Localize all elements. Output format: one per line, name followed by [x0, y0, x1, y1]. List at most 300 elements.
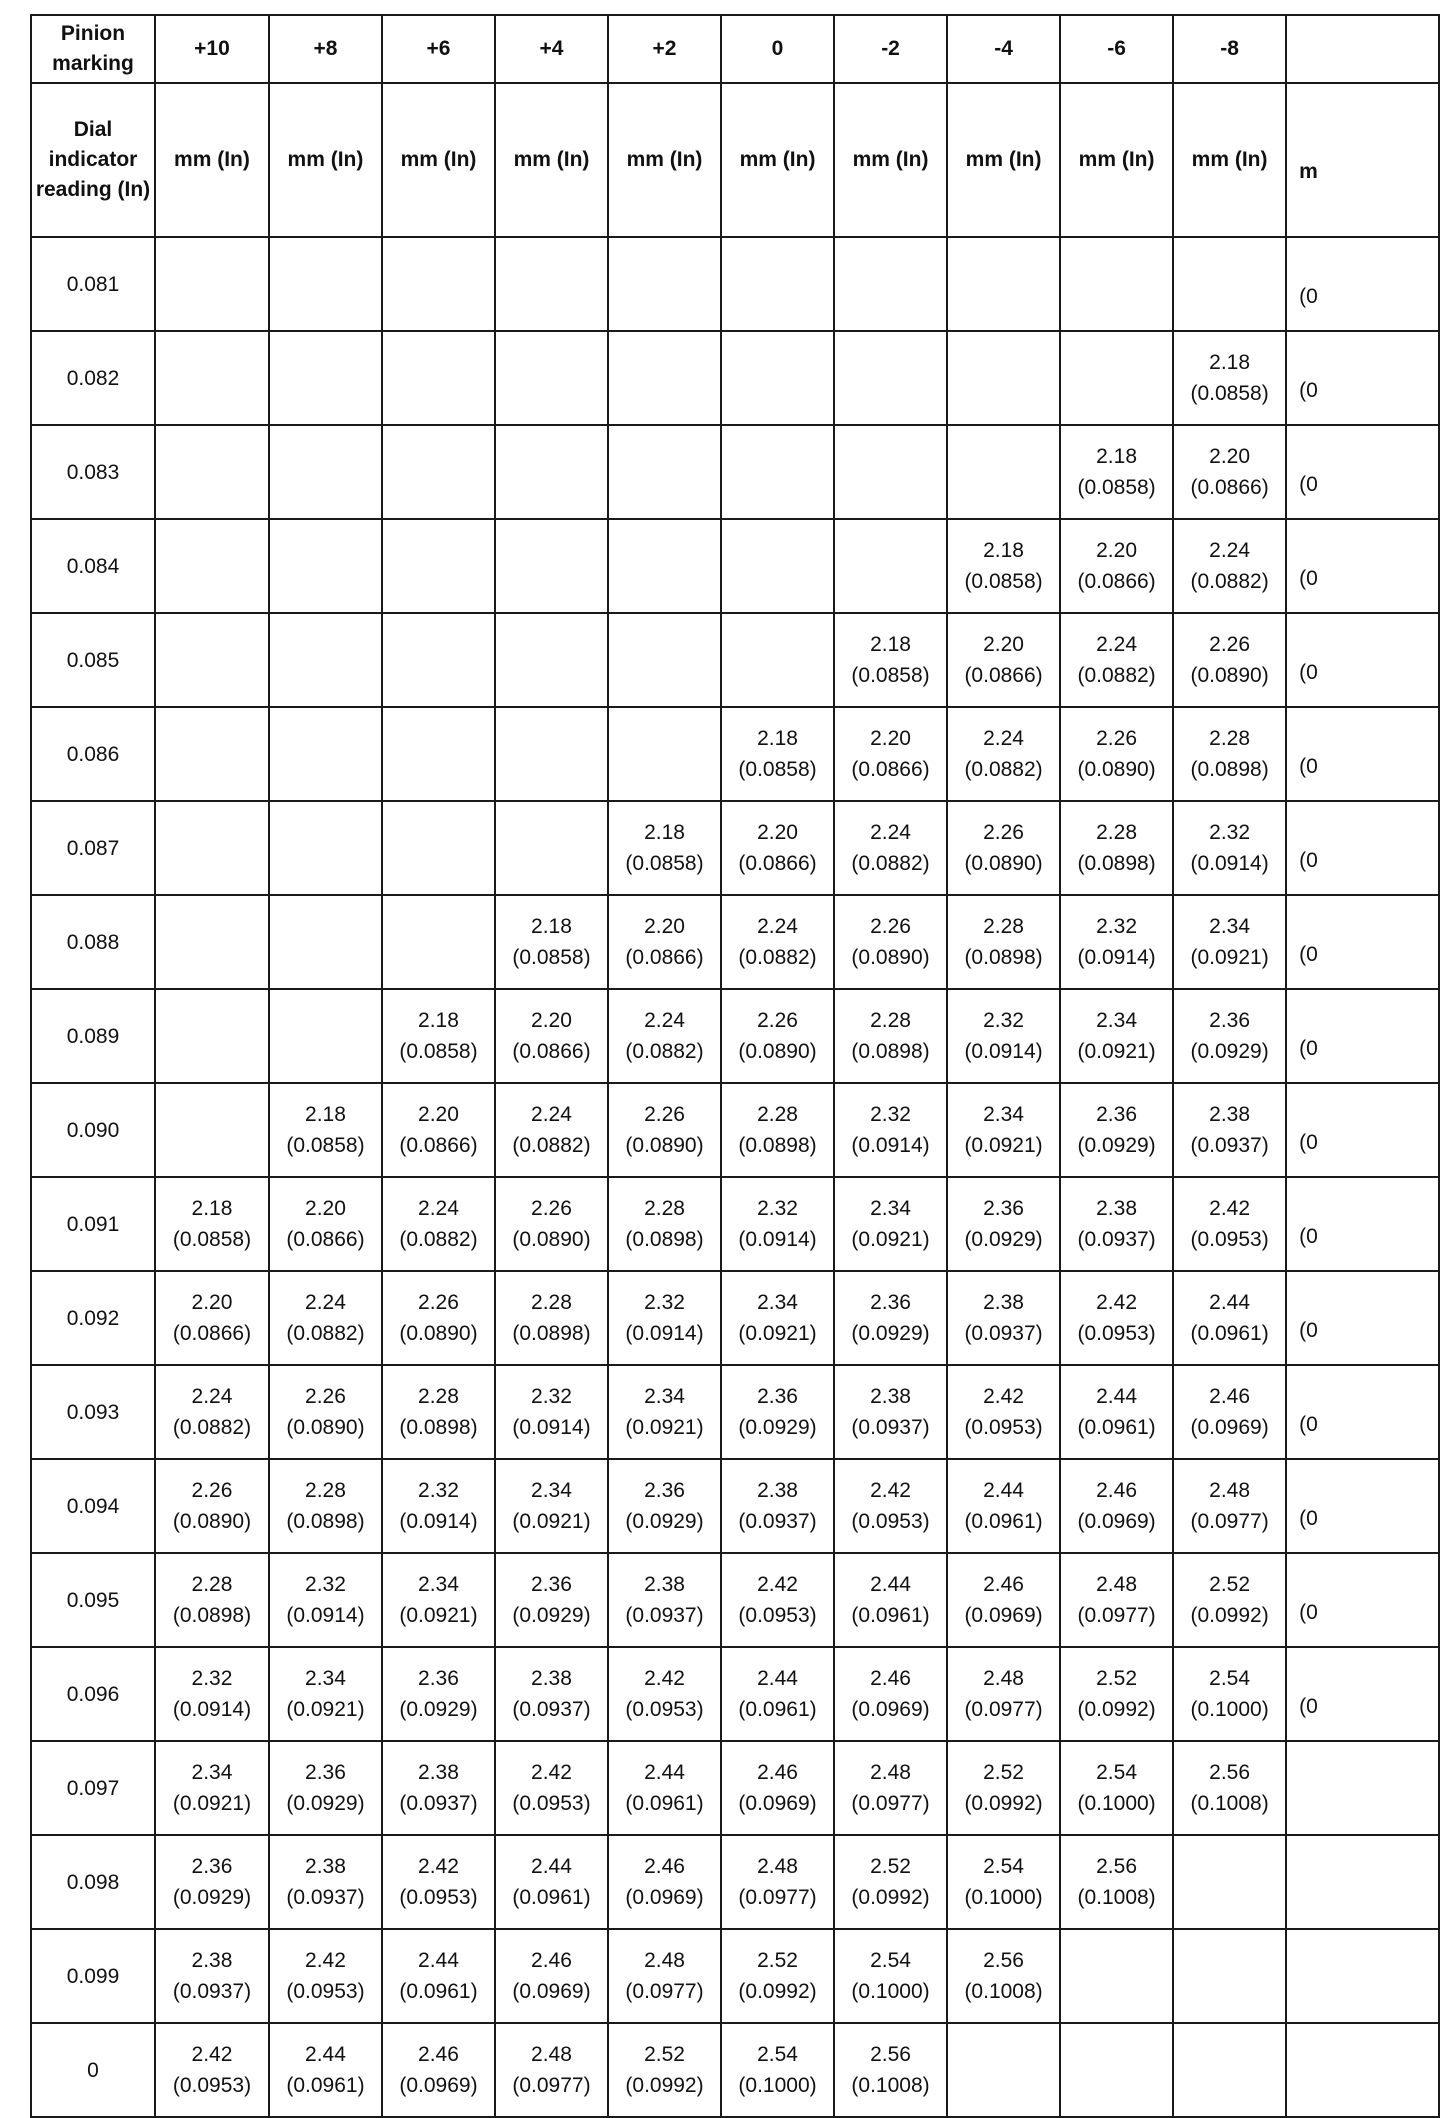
shim-value-cell	[269, 2023, 382, 2117]
shim-in-value: (0.0898)	[512, 1322, 591, 1345]
shim-in-value: (0.0929)	[964, 1228, 1043, 1251]
shim-in-value: (0.0929)	[399, 1698, 478, 1721]
shim-in-value: (0.0961)	[399, 1980, 478, 2003]
shim-in-value: (0.0961)	[1077, 1416, 1156, 1439]
unit-header: mm (In)	[834, 83, 947, 237]
shim-in-value: (0.0898)	[964, 946, 1043, 969]
shim-value-cell	[834, 1365, 947, 1459]
shim-value-cell	[721, 237, 834, 331]
dial-reading-cell: 0.094	[31, 1459, 155, 1553]
partial-cell: (0	[1286, 895, 1439, 989]
shim-value-cell	[155, 895, 269, 989]
shim-mm-value: 2.24	[983, 727, 1024, 750]
shim-mm-value: 2.34	[1209, 915, 1251, 938]
shim-in-value: (0.0898)	[399, 1416, 478, 1439]
shim-mm-value: 2.36	[191, 1855, 233, 1878]
table-row	[31, 1271, 1439, 1365]
shim-value-cell	[269, 1459, 382, 1553]
shim-mm-value: 2.28	[870, 1009, 911, 1032]
shim-in-value: (0.0890)	[738, 1040, 817, 1063]
shim-value-cell	[382, 1365, 495, 1459]
shim-value-cell	[947, 1929, 1060, 2023]
shim-value-cell	[495, 1553, 608, 1647]
table-row	[31, 1835, 1439, 1929]
shim-value-cell	[721, 1083, 834, 1177]
shim-mm-value: 2.56	[1096, 1855, 1137, 1878]
shim-in-value: (0.1008)	[1190, 1792, 1269, 1815]
shim-value-cell	[155, 2023, 269, 2117]
shim-value-cell	[608, 1083, 721, 1177]
shim-value-cell	[834, 1271, 947, 1365]
shim-in-value: (0.0961)	[964, 1510, 1043, 1533]
shim-in-value: (0.0953)	[286, 1980, 365, 2003]
shim-value-cell	[1173, 1647, 1286, 1741]
shim-in-value: (0.1008)	[1077, 1886, 1156, 1909]
shim-mm-value: 2.20	[531, 1009, 572, 1032]
shim-value-cell	[155, 425, 269, 519]
shim-in-value: (0.0937)	[964, 1322, 1043, 1345]
shim-value-cell	[608, 1271, 721, 1365]
shim-in-value: (0.0969)	[1190, 1416, 1269, 1439]
shim-value-cell	[721, 801, 834, 895]
shim-in-value: (0.0929)	[1190, 1040, 1269, 1063]
shim-value-cell	[1060, 989, 1173, 1083]
shim-value-cell	[1173, 1929, 1286, 2023]
shim-in-value: (0.0937)	[1190, 1134, 1269, 1157]
corner-label: Pinion marking	[31, 15, 155, 83]
shim-in-value: (0.0866)	[964, 664, 1043, 687]
shim-mm-value: 2.56	[1209, 1761, 1251, 1784]
row-header-label: Dial indicator reading (In)	[31, 83, 155, 237]
shim-mm-value: 2.44	[1209, 1291, 1251, 1314]
shim-mm-value: 2.20	[1096, 539, 1137, 562]
shim-mm-value: 2.32	[983, 1009, 1024, 1032]
shim-value-cell	[1173, 519, 1286, 613]
shim-in-value: (0.0866)	[738, 852, 817, 875]
shim-mm-value: 2.42	[531, 1761, 572, 1784]
shim-in-value: (0.0866)	[1190, 476, 1269, 499]
shim-value-cell	[1060, 1741, 1173, 1835]
dial-reading-cell: 0.093	[31, 1365, 155, 1459]
shim-value-cell	[721, 519, 834, 613]
shim-value-cell	[834, 1083, 947, 1177]
shim-mm-value: 2.32	[1096, 915, 1137, 938]
shim-mm-value: 2.26	[1096, 727, 1137, 750]
shim-mm-value: 2.52	[870, 1855, 911, 1878]
dial-reading-cell: 0.095	[31, 1553, 155, 1647]
shim-value-cell	[721, 1459, 834, 1553]
shim-value-cell	[834, 425, 947, 519]
table-row	[31, 1083, 1439, 1177]
shim-mm-value: 2.46	[983, 1573, 1024, 1596]
shim-mm-value: 2.52	[644, 2043, 685, 2066]
shim-value-cell	[947, 331, 1060, 425]
shim-value-cell	[382, 1177, 495, 1271]
shim-mm-value: 2.26	[418, 1291, 459, 1314]
shim-value-cell	[834, 2023, 947, 2117]
shim-in-value: (0.0890)	[286, 1416, 365, 1439]
shim-mm-value: 2.24	[1209, 539, 1251, 562]
shim-value-cell	[495, 895, 608, 989]
dial-reading-cell: 0.083	[31, 425, 155, 519]
shim-value-cell	[721, 989, 834, 1083]
shim-value-cell	[155, 989, 269, 1083]
shim-mm-value: 2.34	[531, 1479, 572, 1502]
partial-cell	[1286, 1741, 1439, 1835]
shim-mm-value: 2.38	[191, 1949, 233, 1972]
shim-value-cell	[1060, 331, 1173, 425]
shim-value-cell	[382, 331, 495, 425]
shim-value-cell	[269, 1553, 382, 1647]
shim-value-cell	[721, 1553, 834, 1647]
shim-mm-value: 2.24	[1096, 633, 1137, 656]
dial-reading-cell: 0.096	[31, 1647, 155, 1741]
dial-reading-cell: 0.081	[31, 237, 155, 331]
unit-header: mm (In)	[1173, 83, 1286, 237]
column-header-pinion-marking: -8	[1173, 15, 1286, 83]
shim-mm-value: 2.26	[757, 1009, 798, 1032]
shim-mm-value: 2.38	[1209, 1103, 1251, 1126]
table-row	[31, 613, 1439, 707]
shim-value-cell	[1060, 425, 1173, 519]
shim-mm-value: 2.18	[1096, 445, 1137, 468]
shim-value-cell	[1173, 1459, 1286, 1553]
shim-value-cell	[495, 707, 608, 801]
column-header-pinion-marking	[1286, 15, 1439, 83]
shim-mm-value: 2.54	[1209, 1667, 1251, 1690]
shim-mm-value: 2.42	[757, 1573, 798, 1596]
shim-value-cell	[495, 237, 608, 331]
shim-value-cell	[608, 1177, 721, 1271]
table-row	[31, 237, 1439, 331]
shim-mm-value: 2.18	[1209, 351, 1251, 374]
shim-value-cell	[834, 331, 947, 425]
shim-mm-value: 2.28	[191, 1573, 233, 1596]
shim-value-cell	[721, 707, 834, 801]
shim-in-value: (0.0953)	[172, 2074, 252, 2097]
shim-value-cell	[1173, 237, 1286, 331]
shim-value-cell	[721, 1835, 834, 1929]
shim-mm-value: 2.46	[418, 2043, 459, 2066]
shim-in-value: (0.0858)	[399, 1040, 478, 1063]
shim-mm-value: 2.28	[757, 1103, 798, 1126]
partial-cell	[1286, 1835, 1439, 1929]
shim-in-value: (0.0882)	[286, 1322, 365, 1345]
shim-mm-value: 2.46	[757, 1761, 798, 1784]
shim-mm-value: 2.28	[644, 1197, 685, 1220]
shim-value-cell	[1060, 801, 1173, 895]
shim-value-cell	[1173, 895, 1286, 989]
shim-mm-value: 2.26	[191, 1479, 233, 1502]
shim-value-cell	[1060, 1553, 1173, 1647]
shim-mm-value: 2.32	[305, 1573, 346, 1596]
shim-mm-value: 2.18	[305, 1103, 346, 1126]
shim-value-cell	[495, 1741, 608, 1835]
shim-value-cell	[495, 2023, 608, 2117]
shim-value-cell	[269, 519, 382, 613]
shim-mm-value: 2.36	[644, 1479, 685, 1502]
shim-value-cell	[721, 895, 834, 989]
shim-value-cell	[608, 2023, 721, 2117]
table-row	[31, 707, 1439, 801]
partial-cell: (0	[1286, 331, 1439, 425]
shim-in-value: (0.0929)	[172, 1886, 252, 1909]
partial-cell: (0	[1286, 519, 1439, 613]
shim-value-cell	[382, 1083, 495, 1177]
shim-value-cell	[834, 1929, 947, 2023]
shim-value-cell	[1173, 1271, 1286, 1365]
shim-value-cell	[608, 707, 721, 801]
shim-in-value: (0.0890)	[625, 1134, 704, 1157]
shim-in-value: (0.0992)	[625, 2074, 704, 2097]
shim-in-value: (0.0914)	[738, 1228, 817, 1251]
shim-in-value: (0.0882)	[399, 1228, 478, 1251]
column-header-pinion-marking: +8	[269, 15, 382, 83]
shim-value-cell	[495, 1271, 608, 1365]
shim-mm-value: 2.18	[644, 821, 685, 844]
shim-in-value: (0.0953)	[399, 1886, 478, 1909]
shim-value-cell	[608, 613, 721, 707]
shim-in-value: (0.0937)	[1077, 1228, 1156, 1251]
shim-value-cell	[608, 425, 721, 519]
shim-value-cell	[947, 1647, 1060, 1741]
dial-reading-cell: 0.088	[31, 895, 155, 989]
shim-in-value: (0.0953)	[625, 1698, 704, 1721]
shim-value-cell	[608, 895, 721, 989]
shim-mm-value: 2.48	[531, 2043, 572, 2066]
shim-value-cell	[155, 1835, 269, 1929]
shim-value-cell	[721, 1177, 834, 1271]
unit-header: mm (In)	[1060, 83, 1173, 237]
shim-value-cell	[382, 989, 495, 1083]
shim-mm-value: 2.24	[757, 915, 798, 938]
shim-value-cell	[834, 801, 947, 895]
shim-in-value: (0.0890)	[851, 946, 930, 969]
shim-in-value: (0.0921)	[512, 1510, 591, 1533]
shim-value-cell	[947, 1741, 1060, 1835]
shim-in-value: (0.0898)	[625, 1228, 704, 1251]
dial-reading-cell: 0.090	[31, 1083, 155, 1177]
shim-in-value: (0.0921)	[851, 1228, 930, 1251]
shim-value-cell	[382, 2023, 495, 2117]
shim-in-value: (0.0921)	[399, 1604, 478, 1627]
shim-table	[30, 14, 1440, 2118]
shim-in-value: (0.1000)	[1190, 1698, 1269, 1721]
partial-cell: (0	[1286, 1083, 1439, 1177]
shim-value-cell	[721, 425, 834, 519]
shim-value-cell	[1060, 2023, 1173, 2117]
shim-value-cell	[608, 1835, 721, 1929]
shim-value-cell	[947, 1365, 1060, 1459]
shim-selection-table	[30, 14, 1440, 2097]
shim-value-cell	[1173, 989, 1286, 1083]
shim-in-value: (0.0961)	[512, 1886, 591, 1909]
shim-value-cell	[608, 1459, 721, 1553]
shim-in-value: (0.0937)	[286, 1886, 365, 1909]
shim-mm-value: 2.52	[983, 1761, 1024, 1784]
shim-mm-value: 2.28	[531, 1291, 572, 1314]
shim-value-cell	[382, 1459, 495, 1553]
shim-in-value: (0.0977)	[512, 2074, 591, 2097]
shim-value-cell	[947, 1177, 1060, 1271]
shim-mm-value: 2.42	[644, 1667, 685, 1690]
shim-value-cell	[834, 519, 947, 613]
shim-in-value: (0.0977)	[1077, 1604, 1156, 1627]
shim-value-cell	[721, 331, 834, 425]
shim-value-cell	[155, 1177, 269, 1271]
shim-in-value: (0.0890)	[172, 1510, 252, 1533]
shim-value-cell	[1060, 1365, 1173, 1459]
shim-value-cell	[834, 1459, 947, 1553]
shim-value-cell	[608, 1741, 721, 1835]
shim-in-value: (0.0914)	[851, 1134, 930, 1157]
shim-in-value: (0.0898)	[851, 1040, 930, 1063]
shim-in-value: (0.0969)	[851, 1698, 930, 1721]
shim-mm-value: 2.42	[305, 1949, 346, 1972]
shim-in-value: (0.0858)	[851, 664, 930, 687]
shim-in-value: (0.0858)	[1077, 476, 1156, 499]
shim-in-value: (0.0953)	[1190, 1228, 1269, 1251]
shim-mm-value: 2.44	[418, 1949, 459, 1972]
shim-value-cell	[1173, 1741, 1286, 1835]
shim-value-cell	[834, 895, 947, 989]
shim-in-value: (0.0961)	[1190, 1322, 1269, 1345]
shim-in-value: (0.0937)	[399, 1792, 478, 1815]
shim-in-value: (0.0921)	[964, 1134, 1043, 1157]
shim-mm-value: 2.42	[418, 1855, 459, 1878]
shim-in-value: (0.0882)	[964, 758, 1043, 781]
shim-value-cell	[382, 1929, 495, 2023]
shim-value-cell	[495, 519, 608, 613]
shim-mm-value: 2.42	[191, 2043, 233, 2066]
shim-in-value: (0.0937)	[172, 1980, 252, 2003]
shim-value-cell	[834, 1741, 947, 1835]
dial-reading-cell: 0.085	[31, 613, 155, 707]
shim-in-value: (0.0961)	[851, 1604, 930, 1627]
shim-in-value: (0.0890)	[1190, 664, 1269, 687]
shim-mm-value: 2.18	[983, 539, 1024, 562]
shim-mm-value: 2.20	[870, 727, 911, 750]
shim-in-value: (0.0929)	[512, 1604, 591, 1627]
shim-in-value: (0.0969)	[399, 2074, 478, 2097]
shim-value-cell	[382, 237, 495, 331]
shim-value-cell	[947, 1835, 1060, 1929]
shim-value-cell	[269, 801, 382, 895]
table-row	[31, 801, 1439, 895]
shim-mm-value: 2.26	[531, 1197, 572, 1220]
column-header-pinion-marking: +2	[608, 15, 721, 83]
unit-header: mm (In)	[947, 83, 1060, 237]
shim-value-cell	[382, 519, 495, 613]
shim-in-value: (0.0937)	[738, 1510, 817, 1533]
shim-value-cell	[834, 1177, 947, 1271]
dial-reading-cell: 0.099	[31, 1929, 155, 2023]
shim-value-cell	[382, 613, 495, 707]
shim-in-value: (0.0921)	[1190, 946, 1269, 969]
shim-value-cell	[382, 1647, 495, 1741]
header-row-pinion-marking	[31, 15, 1439, 83]
shim-in-value: (0.0914)	[399, 1510, 478, 1533]
shim-value-cell	[495, 1929, 608, 2023]
shim-value-cell	[947, 989, 1060, 1083]
shim-in-value: (0.0992)	[738, 1980, 817, 2003]
table-row	[31, 1177, 1439, 1271]
shim-in-value: (0.0977)	[738, 1886, 817, 1909]
shim-mm-value: 2.54	[870, 1949, 911, 1972]
shim-value-cell	[721, 2023, 834, 2117]
table-row	[31, 425, 1439, 519]
shim-in-value: (0.0914)	[512, 1416, 591, 1439]
shim-in-value: (0.0977)	[851, 1792, 930, 1815]
table-row	[31, 1459, 1439, 1553]
shim-value-cell	[269, 1365, 382, 1459]
shim-in-value: (0.0977)	[964, 1698, 1043, 1721]
shim-value-cell	[1173, 1177, 1286, 1271]
table-row	[31, 519, 1439, 613]
shim-mm-value: 2.38	[757, 1479, 798, 1502]
shim-value-cell	[269, 707, 382, 801]
shim-mm-value: 2.32	[418, 1479, 459, 1502]
shim-in-value: (0.0992)	[964, 1792, 1043, 1815]
shim-mm-value: 2.36	[531, 1573, 572, 1596]
shim-mm-value: 2.36	[305, 1761, 346, 1784]
shim-in-value: (0.0866)	[286, 1228, 365, 1251]
shim-mm-value: 2.26	[305, 1385, 346, 1408]
shim-mm-value: 2.34	[870, 1197, 911, 1220]
dial-reading-cell: 0.089	[31, 989, 155, 1083]
shim-in-value: (0.0866)	[851, 758, 930, 781]
dial-reading-cell: 0.082	[31, 331, 155, 425]
shim-in-value: (0.0890)	[512, 1228, 591, 1251]
shim-value-cell	[382, 425, 495, 519]
table-row	[31, 1929, 1439, 2023]
shim-mm-value: 2.32	[531, 1385, 572, 1408]
shim-mm-value: 2.52	[757, 1949, 798, 1972]
shim-mm-value: 2.20	[191, 1291, 233, 1314]
shim-value-cell	[834, 989, 947, 1083]
shim-value-cell	[1060, 895, 1173, 989]
table-row	[31, 331, 1439, 425]
column-header-pinion-marking: -4	[947, 15, 1060, 83]
partial-cell: (0	[1286, 1271, 1439, 1365]
shim-in-value: (0.0858)	[738, 758, 817, 781]
shim-mm-value: 2.36	[983, 1197, 1024, 1220]
shim-in-value: (0.0921)	[1077, 1040, 1156, 1063]
shim-value-cell	[495, 613, 608, 707]
shim-mm-value: 2.44	[644, 1761, 685, 1784]
shim-in-value: (0.0992)	[851, 1886, 930, 1909]
shim-in-value: (0.0882)	[1077, 664, 1156, 687]
shim-mm-value: 2.24	[418, 1197, 459, 1220]
unit-header: mm (In)	[608, 83, 721, 237]
shim-mm-value: 2.48	[870, 1761, 911, 1784]
shim-value-cell	[834, 613, 947, 707]
shim-value-cell	[834, 237, 947, 331]
shim-value-cell	[495, 1647, 608, 1741]
shim-in-value: (0.0898)	[286, 1510, 365, 1533]
shim-value-cell	[269, 1835, 382, 1929]
column-header-pinion-marking: +4	[495, 15, 608, 83]
partial-cell: (0	[1286, 613, 1439, 707]
shim-in-value: (0.0866)	[399, 1134, 478, 1157]
shim-mm-value: 2.20	[305, 1197, 346, 1220]
shim-value-cell	[269, 989, 382, 1083]
shim-value-cell	[155, 331, 269, 425]
shim-value-cell	[495, 1459, 608, 1553]
shim-in-value: (0.0914)	[172, 1698, 252, 1721]
shim-mm-value: 2.38	[870, 1385, 911, 1408]
shim-mm-value: 2.18	[531, 915, 572, 938]
